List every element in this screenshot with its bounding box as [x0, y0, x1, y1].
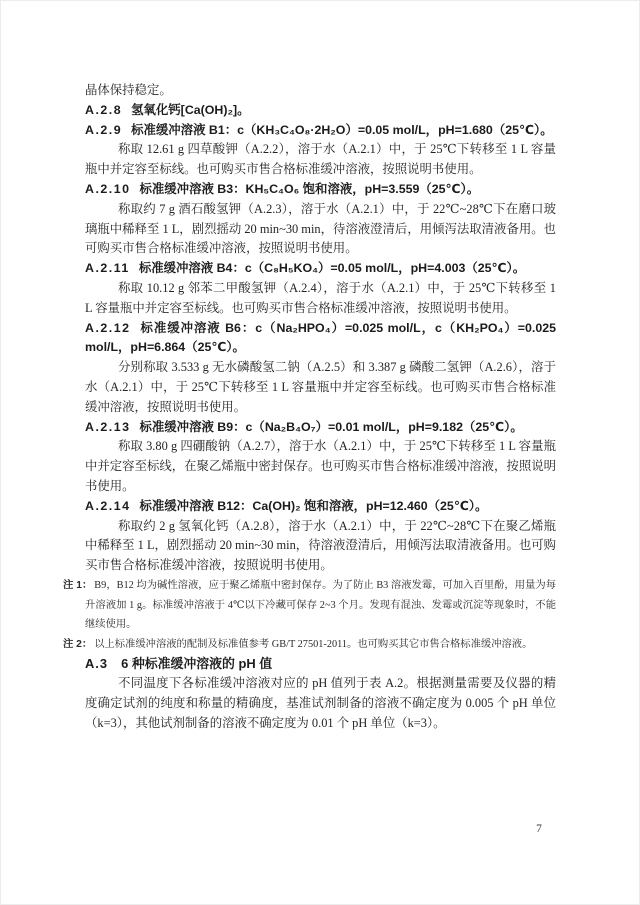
document-content [63, 81, 557, 733]
body-paragraph: 晶体保持稳定。 [85, 83, 172, 97]
clause-number: A.2.13 [85, 419, 131, 434]
clause-title [85, 418, 556, 438]
footnote [63, 576, 557, 635]
clause-text: 标准缓冲溶液 B3：KH₅C₄O₆ 饱和溶液，pH=3.559（25℃）。 [139, 181, 480, 196]
body-paragraph: 称取 10.12 g 邻苯二甲酸氢钾（A.2.4），溶于水（A.2.1）中，于 25℃下转移至 1 L 容量瓶中并定容至标线。也可购买市售合格标准缓冲溶液，按照说明书使用。 [85, 280, 556, 315]
section-number: A.3 [85, 656, 109, 672]
clause-number: A.2.9 [85, 122, 123, 137]
footnote [63, 635, 556, 655]
clause-title [85, 319, 556, 359]
page-number: 7 [536, 823, 542, 835]
clause-text: 标准缓冲溶液 B12：Ca(OH)₂ 饱和溶液，pH=12.460（25℃）。 [139, 498, 488, 513]
clause-number: A.2.10 [85, 181, 131, 196]
body-paragraph: 称取 12.61 g 四草酸钾（A.2.2），溶于水（A.2.1）中，于 25℃下转移至 1 L 容量瓶中并定容至标线。也可购买市售合格标准缓冲溶液，按照说明书使用。 [85, 142, 556, 177]
clause-text: 标准缓冲溶液 B9：c（Na₂B₄O₇）=0.01 mol/L，pH=9.182（25℃）。 [139, 419, 523, 434]
clause-number: A.2.14 [85, 498, 131, 513]
clause-number: A.2.12 [85, 320, 131, 335]
body-paragraph: 分别称取 3.533 g 无水磷酸氢二钠（A.2.5）和 3.387 g 磷酸二氢钾（A.2.6），溶于水（A.2.1）中，于 25℃下转移至 1 L 容量瓶中并定容至标线。也可购买市售合格标准缓冲溶液，按照说明书使用。 [85, 360, 556, 414]
footnote-label: 注 1： [63, 579, 93, 591]
footnote-label: 注 2： [63, 638, 93, 650]
clause-title [85, 180, 556, 200]
clause-title [85, 497, 556, 517]
clause-text: 标准缓冲溶液 B4：c（C₈H₅KO₄）=0.05 mol/L，pH=4.003（25℃）。 [138, 261, 526, 276]
clause-title [85, 101, 556, 121]
body-paragraph: 不同温度下各标准缓冲溶液对应的 pH 值列于表 A.2。根据测量需要及仪器的精度确定试剂的纯度和称量的精确度，基准试剂制备的溶液不确定度为 0.005 个 pH 单位（k=3），其他试剂制备的溶液不确定度为 0.01 个 pH 单位（k=3）。 [85, 676, 556, 730]
footnote-text: 以上标准缓冲溶液的配制及标准值参考 GB/T 27501-2011。也可购买其它市售合格标准缓冲溶液。 [94, 638, 533, 650]
clause-text: 标准缓冲溶液 B1：c（KH₃C₄O₈·2H₂O）=0.05 mol/L，pH=1.680（25℃）。 [131, 122, 553, 137]
body-paragraph: 称取约 7 g 酒石酸氢钾（A.2.3），溶于水（A.2.1）中，于 22℃~28℃下在磨口玻璃瓶中稀释至 1 L，剧烈摇动 20 min~30 min，待溶液澄清后，用倾泻法取清液备用。也可购买市售合格标准缓冲溶液，按照说明书使用。 [85, 201, 557, 256]
section-heading [85, 654, 556, 674]
section-title: 6 种标准缓冲溶液的 pH 值 [121, 656, 273, 672]
clause-title [85, 259, 556, 279]
clause-title [85, 121, 556, 141]
body-paragraph: 称取约 2 g 氢氧化钙（A.2.8），溶于水（A.2.1）中，于 22℃~28℃下在聚乙烯瓶中稀释至 1 L，剧烈摇动 20 min~30 min，待溶液澄清后，用倾泻法取清液备用。也可购买市售合格标准缓冲溶液，按照说明书使用。 [85, 518, 557, 573]
clause-text: 标准缓冲溶液 B6：c（Na₂HPO₄）=0.025 mol/L，c（KH₂PO₄）=0.025 mol/L，pH=6.864（25℃）。 [85, 320, 556, 355]
clause-number: A.2.8 [85, 102, 123, 117]
footnote-text: B9，B12 均为碱性溶液，应于聚乙烯瓶中密封保存。为了防止 B3 溶液发霉，可加入百里酚，用量为每升溶液加 1 g。标准缓冲溶液于 4℃以下冷藏可保存 2~3 个月。发现有混浊、发霉或沉淀等现象时，不能继续使用。 [85, 579, 557, 631]
clause-text: 氢氧化钙[Ca(OH)₂]。 [131, 102, 250, 117]
body-paragraph: 称取 3.80 g 四硼酸钠（A.2.7），溶于水（A.2.1）中，于 25℃下转移至 1 L 容量瓶中并定容至标线，在聚乙烯瓶中密封保存。也可购买市售合格标准缓冲溶液，按照说明书使用。 [85, 439, 556, 493]
clause-number: A.2.11 [85, 261, 130, 276]
